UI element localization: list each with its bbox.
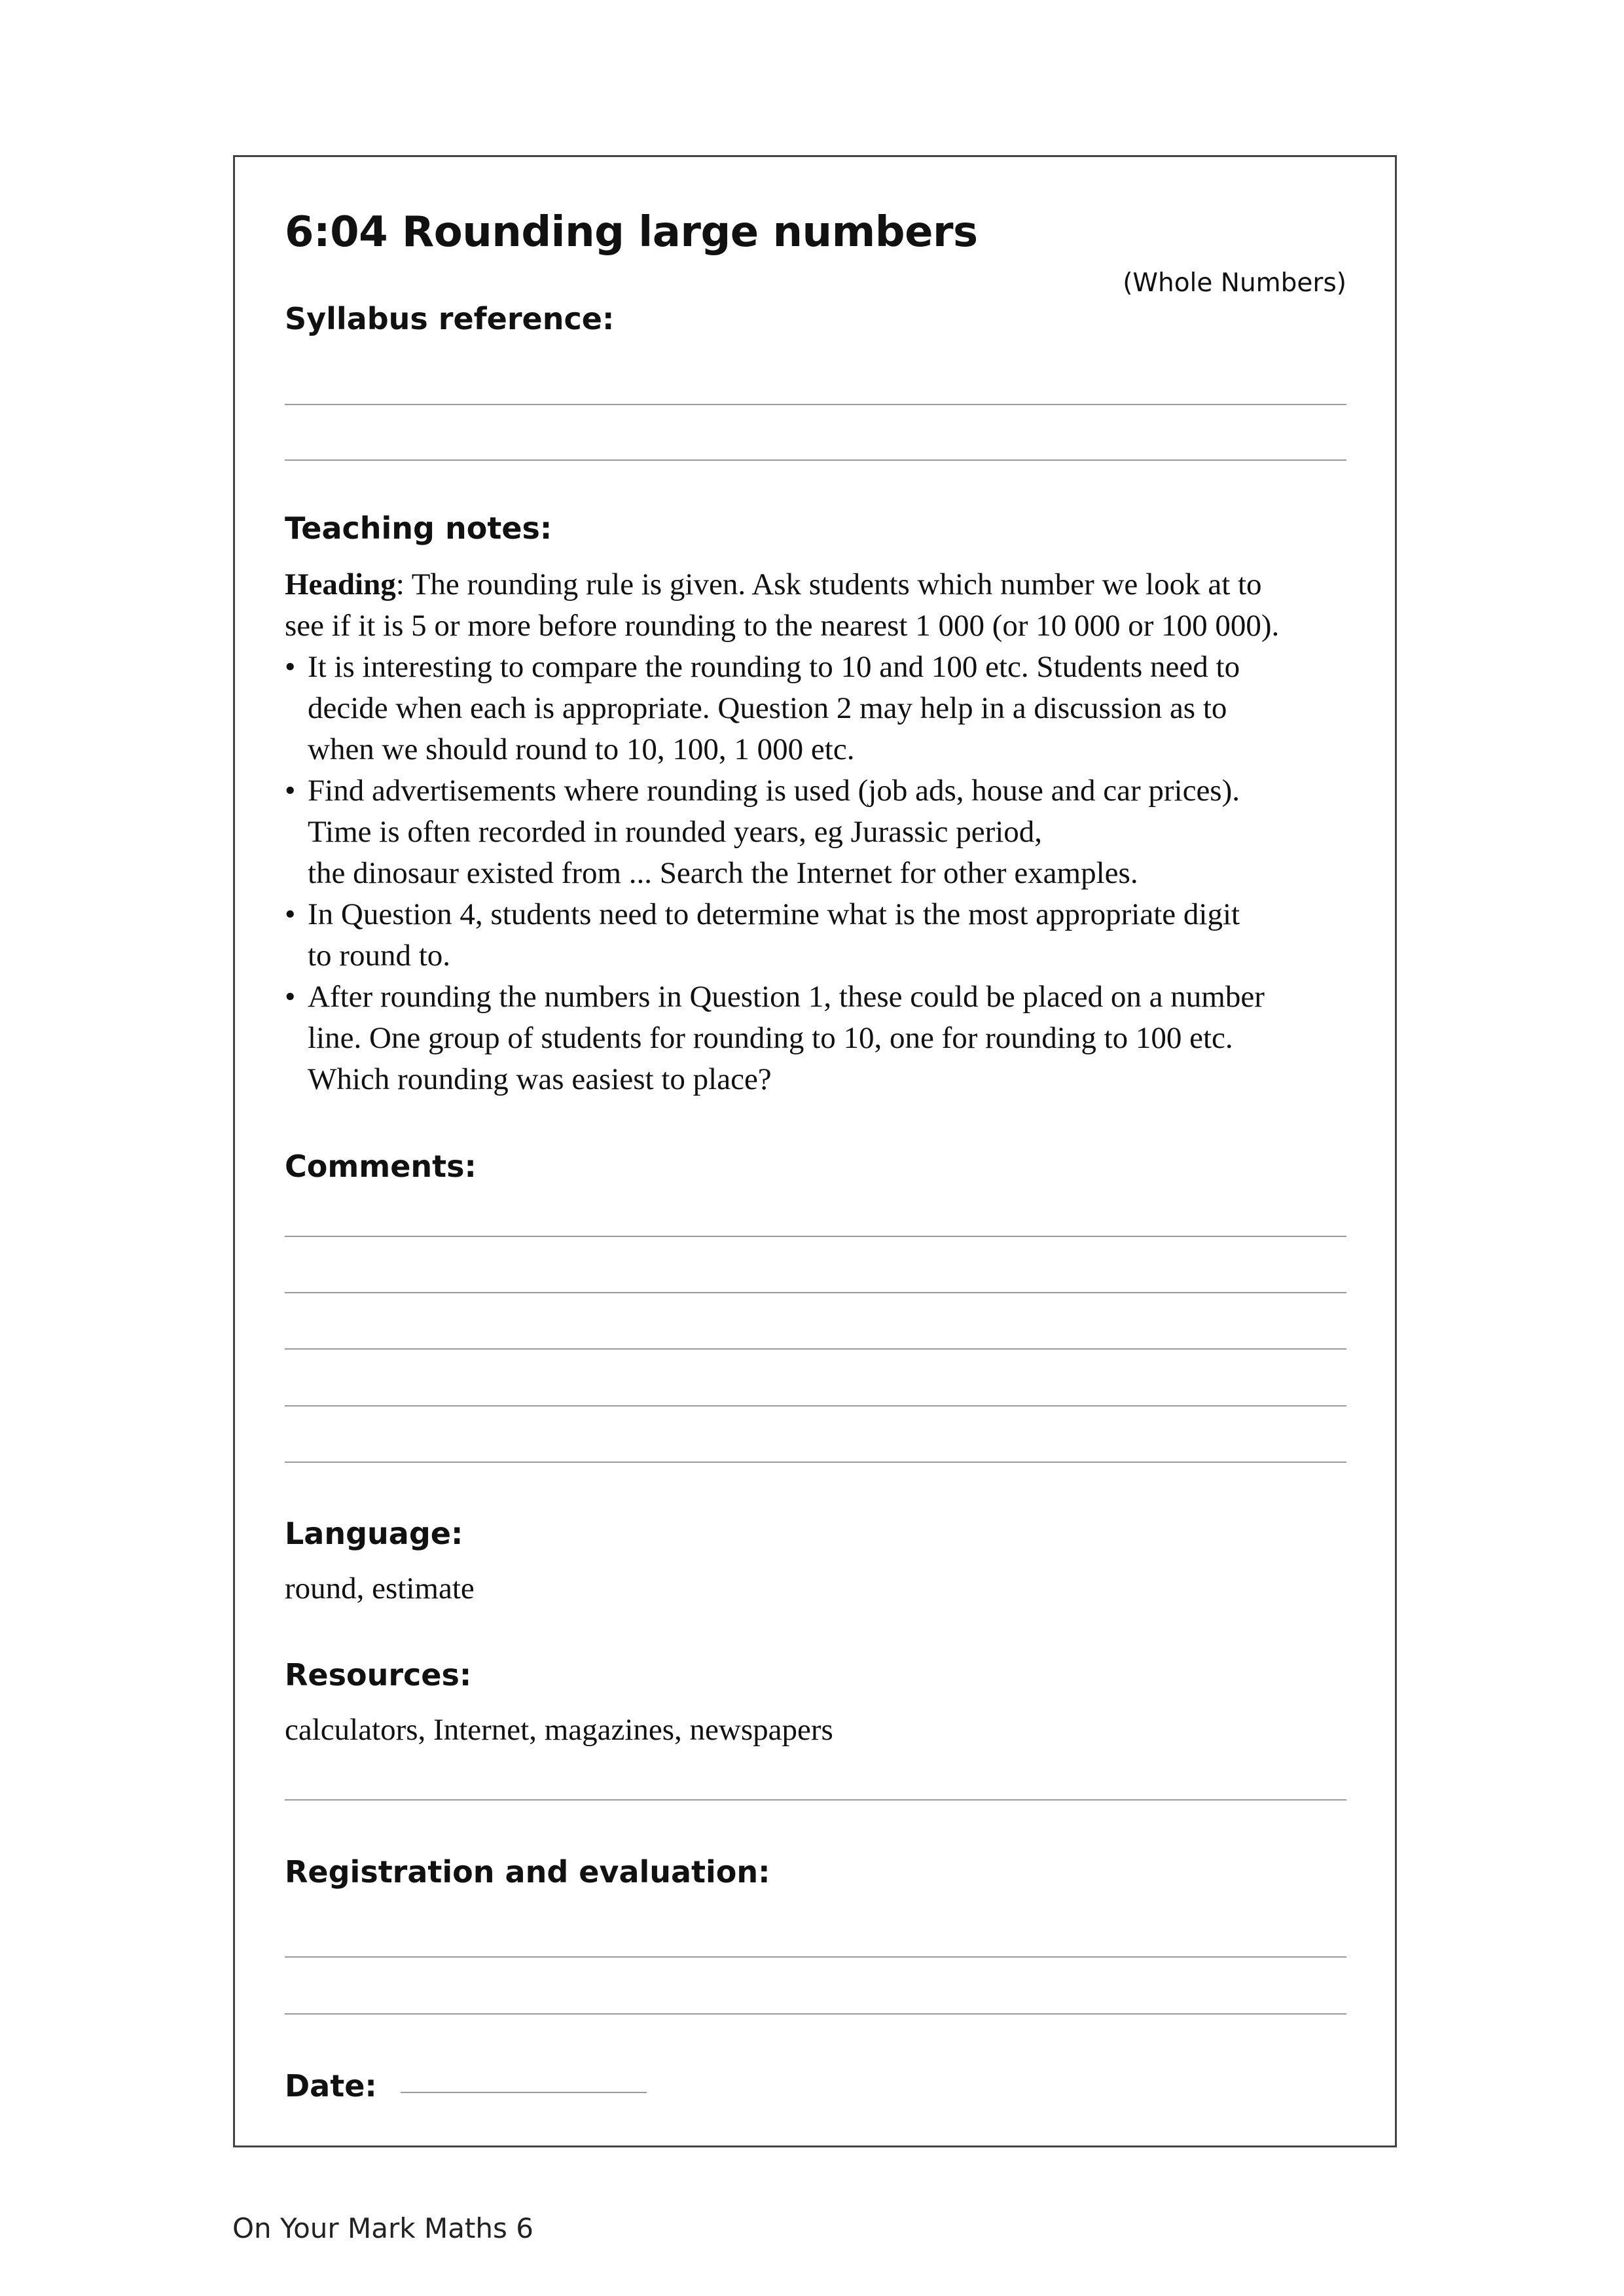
- list-item: [285, 977, 1358, 1100]
- bullet-symbol: •: [285, 774, 296, 808]
- notes-intro: [285, 564, 1358, 647]
- registration-line-2: [285, 2013, 1346, 2015]
- notes-intro-line-2: see if it is 5 or more before rounding to the nearest 1 000 (or 10 000 or 100 000).: [285, 609, 1280, 643]
- language-heading: Language:: [285, 1516, 463, 1551]
- bullet-symbol: •: [285, 650, 296, 684]
- bullet-line: the dinosaur existed from ... Search the Internet for other examples.: [308, 856, 1138, 890]
- comments-line-3: [285, 1348, 1346, 1350]
- bullet-line: when we should round to 10, 100, 1 000 etc.: [308, 732, 855, 766]
- page-title: 6:04 Rounding large numbers: [285, 208, 978, 257]
- resources-heading: Resources:: [285, 1657, 472, 1693]
- syllabus-heading: Syllabus reference:: [285, 301, 615, 336]
- subject-label: (Whole Numbers): [1123, 268, 1346, 298]
- notes-intro-bold: Heading: [285, 567, 396, 601]
- footer-text: On Your Mark Maths 6: [232, 2212, 533, 2244]
- bullet-line: to round to.: [308, 939, 451, 973]
- bullet-line: decide when each is appropriate. Question 2 may help in a discussion as to: [308, 691, 1227, 725]
- list-item: [285, 647, 1358, 770]
- comments-line-2: [285, 1292, 1346, 1293]
- list-item: [285, 770, 1358, 894]
- registration-line-1: [285, 1956, 1346, 1958]
- bullet-line: line. One group of students for rounding to 10, one for rounding to 100 etc.: [308, 1021, 1233, 1055]
- list-item: [285, 894, 1358, 977]
- bullet-line: Find advertisements where rounding is used (job ads, house and car prices).: [308, 774, 1240, 808]
- resources-text: calculators, Internet, magazines, newspapers: [285, 1713, 833, 1747]
- bullet-line: After rounding the numbers in Question 1, these could be placed on a number: [308, 980, 1265, 1014]
- bullet-line: It is interesting to compare the rounding to 10 and 100 etc. Students need to: [308, 650, 1240, 684]
- comments-line-1: [285, 1236, 1346, 1237]
- bullet-symbol: •: [285, 980, 296, 1014]
- comments-line-5: [285, 1462, 1346, 1463]
- teaching-notes-heading: Teaching notes:: [285, 511, 552, 546]
- bullet-line: Which rounding was easiest to place?: [308, 1062, 772, 1096]
- language-text: round, estimate: [285, 1571, 475, 1605]
- registration-heading: Registration and evaluation:: [285, 1854, 770, 1890]
- bullet-line: In Question 4, students need to determine what is the most appropriate digit: [308, 897, 1240, 931]
- bullet-symbol: •: [285, 897, 296, 931]
- comments-heading: Comments:: [285, 1149, 477, 1184]
- resources-line: [285, 1799, 1346, 1801]
- date-label: Date:: [285, 2068, 377, 2104]
- syllabus-line-2: [285, 459, 1346, 461]
- notes-intro-line-1: : The rounding rule is given. Ask students which number we look at to: [395, 567, 1262, 601]
- date-line: [401, 2092, 647, 2093]
- syllabus-line-1: [285, 404, 1346, 405]
- comments-line-4: [285, 1405, 1346, 1407]
- teaching-notes-body: [285, 564, 1358, 1100]
- bullet-line: Time is often recorded in rounded years, eg Jurassic period,: [308, 815, 1043, 849]
